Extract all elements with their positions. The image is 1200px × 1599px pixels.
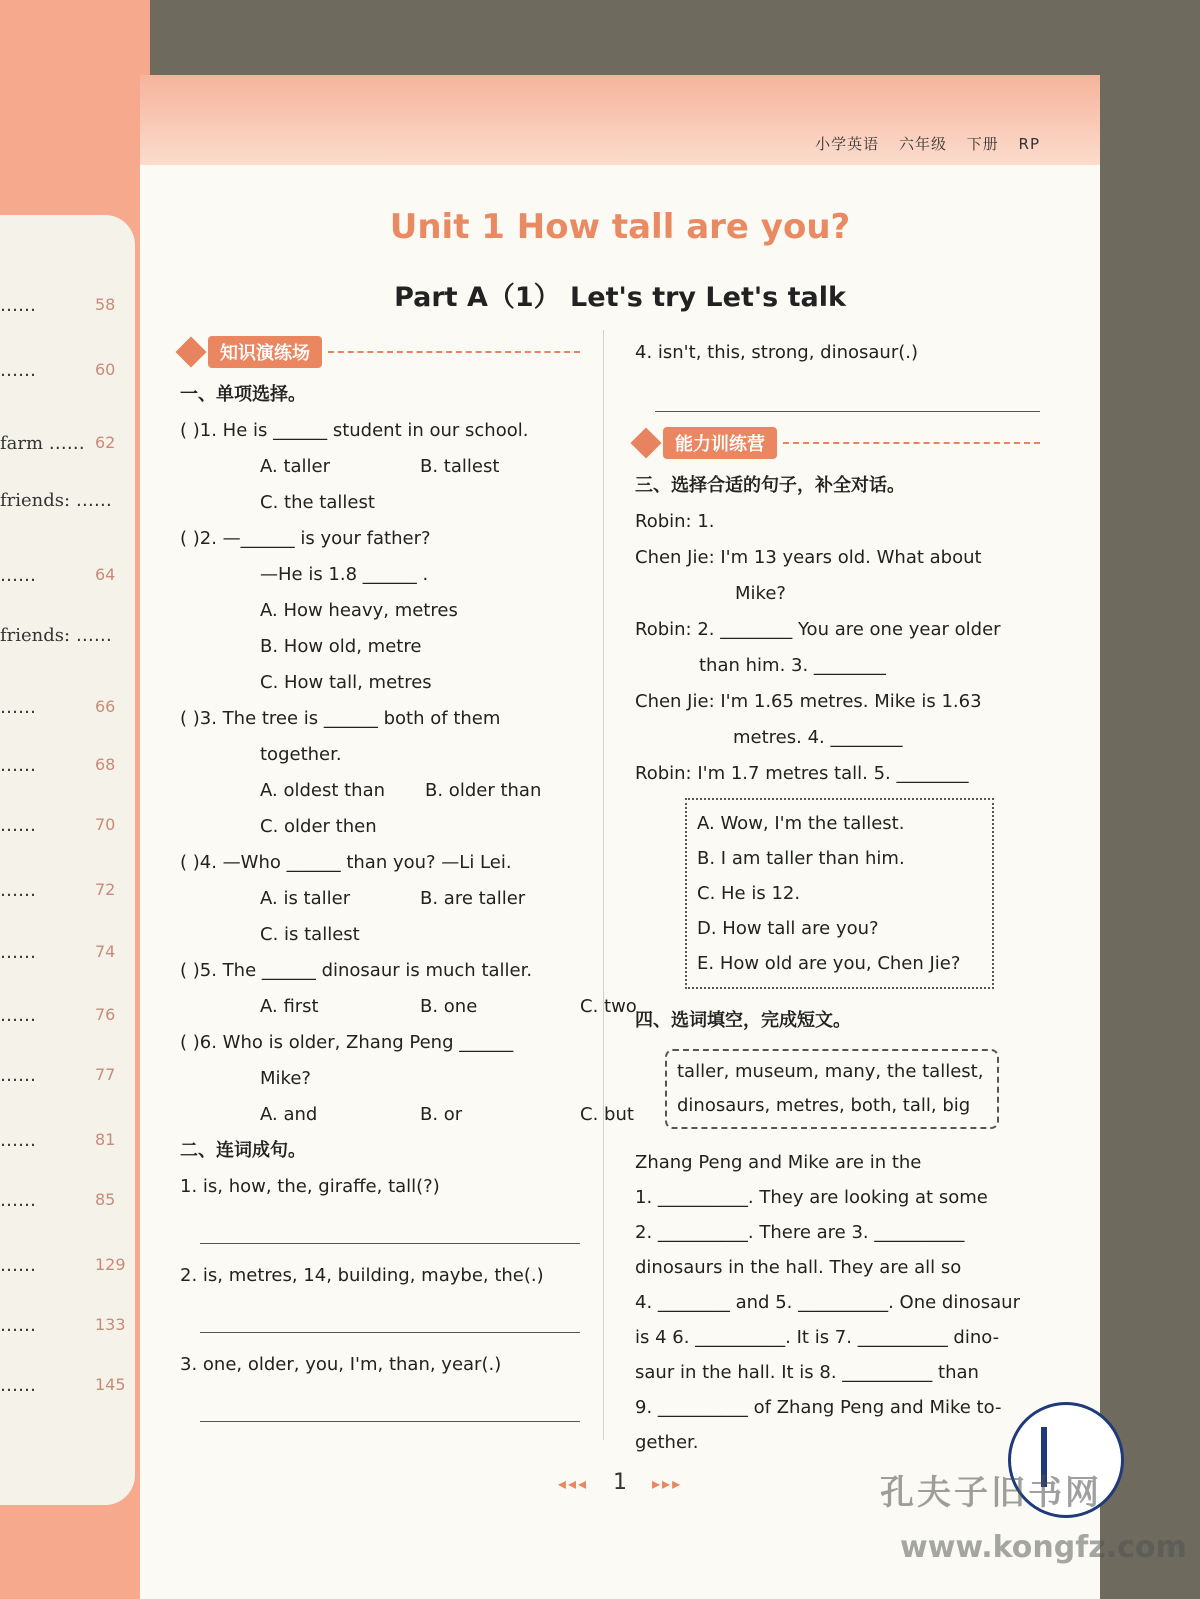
option: B. tallest: [420, 456, 500, 477]
option: C. is tallest: [260, 924, 360, 945]
toc-page: 129: [95, 1255, 126, 1274]
unit-title: Unit 1 How tall are you?: [389, 207, 851, 247]
passage-line: 1. __________. They are looking at some: [635, 1187, 988, 1208]
header-band: [140, 75, 1100, 165]
section-heading-2: 二、连词成句。: [180, 1140, 306, 1161]
toc-leader: ……: [43, 433, 85, 454]
dialog-line: Robin: 1.: [635, 511, 715, 532]
toc-row: [0, 625, 130, 646]
toc-page: 76: [95, 1005, 116, 1024]
toc-row: [0, 697, 130, 718]
question-6-options: [180, 1097, 634, 1133]
option: C. two: [580, 996, 637, 1017]
toc-row: [0, 1375, 130, 1396]
dialog-line: Robin: 2. ________ You are one year older: [635, 619, 1001, 640]
answer-line[interactable]: [200, 1294, 580, 1333]
dialog-line: Mike?: [735, 583, 786, 604]
passage-line: dinosaurs in the hall. They are all so: [635, 1257, 962, 1278]
toc-row: [0, 755, 130, 776]
toc-row: [0, 1130, 130, 1151]
question-4: ( )4. —Who ______ than you? —Li Lei.: [180, 852, 512, 873]
toc-page: 145: [95, 1375, 126, 1394]
left-column: [180, 335, 637, 1436]
question-6-line2: Mike?: [260, 1068, 311, 1089]
question-1: ( )1. He is ______ student in our school.: [180, 420, 529, 441]
question-1-options: [180, 449, 580, 485]
passage-line: 4. ________ and 5. __________. One dinosaur: [635, 1292, 1020, 1313]
worksheet-page: [140, 75, 1100, 1599]
banner-icon: [630, 427, 661, 458]
toc-page: 133: [95, 1315, 126, 1334]
header-info: [801, 133, 1040, 154]
section-heading-1: 一、单项选择。: [180, 384, 306, 405]
banner-dashline: [783, 442, 1040, 444]
choice-option: C. He is 12.: [697, 883, 801, 904]
toc-row: [0, 1065, 130, 1086]
answer-line[interactable]: [200, 1383, 580, 1422]
header-grade: 六年级: [898, 135, 947, 153]
toc-leader: ……: [0, 815, 36, 836]
toc-row: [0, 942, 130, 963]
word-bank-line: taller, museum, many, the tallest,: [677, 1061, 984, 1082]
toc-leader: ……: [0, 1005, 36, 1026]
toc-page: 64: [95, 565, 116, 584]
toc-row: [0, 1190, 130, 1211]
toc-row: [0, 295, 130, 316]
choice-option: E. How old are you, Chen Jie?: [697, 953, 961, 974]
toc-leader: ……: [0, 1065, 36, 1086]
passage-line: is 4 6. __________. It is 7. __________ dino-: [635, 1327, 1000, 1348]
toc-leader: ……: [70, 490, 112, 511]
toc-leader: ……: [0, 755, 36, 776]
option: B. are taller: [420, 888, 526, 909]
question-3-options: [180, 773, 580, 809]
sentence-prompt-3: 3. one, older, you, I'm, than, year(.): [180, 1354, 502, 1375]
header-edition: RP: [1018, 135, 1040, 153]
toc-label: farm: [0, 433, 44, 454]
toc-page: 81: [95, 1130, 116, 1149]
cloze-passage: [635, 1145, 1040, 1460]
banner-label: 知识演练场: [208, 336, 322, 368]
toc-row: [0, 360, 130, 381]
header-subject: 小学英语: [815, 135, 880, 153]
option: A. is taller: [260, 888, 351, 909]
answer-line[interactable]: [200, 1205, 580, 1244]
column-divider: [603, 330, 604, 1440]
toc-leader: ……: [0, 1315, 36, 1336]
banner-icon: [175, 336, 206, 367]
toc-leader: ……: [0, 565, 36, 586]
option: A. taller: [260, 456, 331, 477]
toc-row: [0, 490, 130, 511]
header-volume: 下册: [966, 135, 999, 153]
toc-label: friends:: [0, 625, 71, 646]
question-6: ( )6. Who is older, Zhang Peng ______: [180, 1032, 514, 1053]
toc-page: 62: [95, 433, 116, 452]
question-2-line2: —He is 1.8 ______ .: [260, 564, 429, 585]
right-column: [635, 335, 1040, 1460]
toc-leader: ……: [0, 942, 36, 963]
toc-page: 85: [95, 1190, 116, 1209]
left-arrows-icon: ◂◂◂: [557, 1474, 588, 1493]
toc-leader: ……: [0, 295, 36, 316]
option: B. older than: [425, 780, 542, 801]
toc-page: 66: [95, 697, 116, 716]
toc-page: 58: [95, 295, 116, 314]
toc-row: [0, 565, 130, 586]
toc-row: [0, 1315, 130, 1336]
answer-line[interactable]: [655, 373, 1040, 412]
toc-leader: ……: [0, 1255, 36, 1276]
right-arrows-icon: ▸▸▸: [652, 1474, 683, 1493]
dialog-line: Chen Jie: I'm 1.65 metres. Mike is 1.63: [635, 691, 982, 712]
option: B. How old, metre: [260, 636, 422, 657]
section-heading-3: 三、选择合适的句子，补全对话。: [635, 475, 905, 496]
dialog-line: than him. 3. ________: [699, 655, 886, 676]
watermark-url: www.kongfz.com: [900, 1530, 1187, 1565]
watermark-text: 孔夫子旧书网: [880, 1473, 1102, 1513]
option: A. How heavy, metres: [260, 600, 458, 621]
toc-leader: ……: [0, 1375, 36, 1396]
passage-line: saur in the hall. It is 8. __________ than: [635, 1362, 979, 1383]
question-5: ( )5. The ______ dinosaur is much taller.: [180, 960, 533, 981]
choice-box: [685, 798, 994, 989]
option: C. but: [580, 1104, 634, 1125]
toc-row: [0, 815, 130, 836]
option: B. or: [420, 1104, 463, 1125]
option: A. first: [260, 996, 319, 1017]
word-bank: [665, 1049, 999, 1129]
section-banner-training: [635, 426, 1040, 460]
page-number: 1: [613, 1470, 627, 1495]
banner-dashline: [328, 351, 580, 353]
passage-line: 9. __________ of Zhang Peng and Mike to-: [635, 1397, 1002, 1418]
banner-label: 能力训练营: [663, 427, 777, 459]
passage-line: gether.: [635, 1432, 699, 1453]
toc-row: [0, 433, 130, 454]
section-heading-4: 四、选词填空，完成短文。: [635, 1010, 851, 1031]
choice-option: D. How tall are you?: [697, 918, 879, 939]
toc-leader: ……: [0, 880, 36, 901]
toc-label: friends:: [0, 490, 71, 511]
toc-page: 70: [95, 815, 116, 834]
question-5-options: [180, 989, 637, 1025]
option: A. oldest than: [260, 780, 386, 801]
toc-page: 72: [95, 880, 116, 899]
toc-leader: ……: [70, 625, 112, 646]
dialog-line: Robin: I'm 1.7 metres tall. 5. ________: [635, 763, 969, 784]
toc-page: 74: [95, 942, 116, 961]
passage-line: 2. __________. There are 3. __________: [635, 1222, 965, 1243]
passage-line: Zhang Peng and Mike are in the: [635, 1152, 922, 1173]
section-banner-practice: [180, 335, 580, 369]
toc-leader: ……: [0, 1190, 36, 1211]
toc-row: [0, 1255, 130, 1276]
word-bank-line: dinosaurs, metres, both, tall, big: [677, 1095, 971, 1116]
question-3: ( )3. The tree is ______ both of them: [180, 708, 501, 729]
question-4-options: [180, 881, 580, 917]
toc-leader: ……: [0, 360, 36, 381]
toc-panel: [0, 215, 135, 1505]
toc-row: [0, 880, 130, 901]
dialog-line: metres. 4. ________: [733, 727, 903, 748]
option: C. the tallest: [260, 492, 375, 513]
toc-page: 68: [95, 755, 116, 774]
question-3-line2: together.: [260, 744, 342, 765]
question-2: ( )2. —______ is your father?: [180, 528, 431, 549]
dialog-line: Chen Jie: I'm 13 years old. What about: [635, 547, 982, 568]
part-subtitle: Part A（1） Let's try Let's talk: [394, 282, 846, 313]
toc-row: [0, 1005, 130, 1026]
sentence-prompt-4: 4. isn't, this, strong, dinosaur(.): [635, 342, 918, 363]
toc-leader: ……: [0, 1130, 36, 1151]
sentence-prompt-2: 2. is, metres, 14, building, maybe, the(.): [180, 1265, 544, 1286]
sentence-prompt-1: 1. is, how, the, giraffe, tall(?): [180, 1176, 440, 1197]
option: A. and: [260, 1104, 318, 1125]
option: C. older then: [260, 816, 377, 837]
toc-leader: ……: [0, 697, 36, 718]
toc-page: 77: [95, 1065, 116, 1084]
choice-option: B. I am taller than him.: [697, 848, 905, 869]
left-page: [0, 0, 150, 1599]
option: B. one: [420, 996, 478, 1017]
toc-page: 60: [95, 360, 116, 379]
choice-option: A. Wow, I'm the tallest.: [697, 813, 905, 834]
option: C. How tall, metres: [260, 672, 432, 693]
